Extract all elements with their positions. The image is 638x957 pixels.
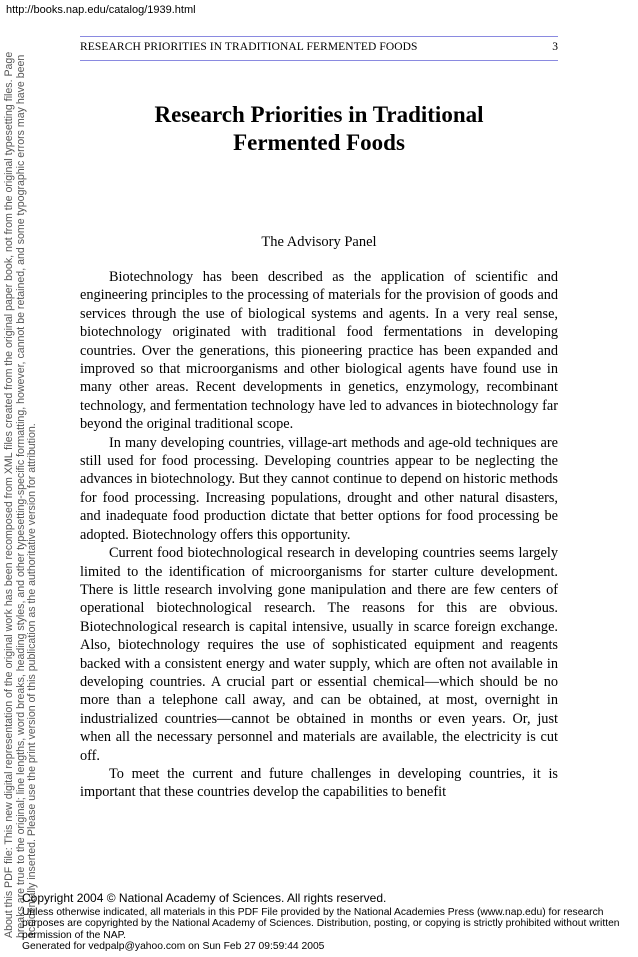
chapter-title-line-2: Fermented Foods: [233, 130, 405, 155]
paragraph: Biotechnology has been described as the application of scientific and engineering principles to the processing of materials for the provision of goods and services through the use of biological systems and agents. In a very real sense, biotechnology originated with traditional food fermentations in developing countries. Over the generations, this pioneering practice has been expanded and improved so that microorganisms and other biological agents have found use in many other areas. Recent developments in genetics, enzymology, recombinant technology, and fermentation technology have led to advances in biotechnology far beyond the original traditional scope.: [80, 269, 558, 433]
usage-terms: Unless otherwise indicated, all materials in this PDF File provided by the National Academies Press (www.nap.edu) for research purposes are copyrighted by the National Academy of Sciences. Distribution, posting, or copying is strictly prohibited without written permission of the NAP.: [22, 907, 620, 941]
body-text: [80, 268, 558, 802]
chapter-title-line-1: Research Priorities in Traditional: [154, 102, 484, 127]
chapter-title: [80, 101, 558, 157]
header-rule-top: [80, 36, 558, 37]
pdf-disclaimer-vertical: About this PDF file: This new digital representation of the original work has been recomposed from XML files created from the original paper book, not from the original typesetting files. Page breaks are true to the original; line lengths, word breaks, heading styles, and other typesetting-specific formatting, however, cannot be retained, and some typographic errors may have been accidentally inserted. Please use the print version of this publication as the authoritative version for attribution.: [3, 51, 39, 938]
running-head: RESEARCH PRIORITIES IN TRADITIONAL FERMENTED FOODS: [80, 41, 418, 53]
page-footer: [22, 891, 622, 953]
paragraph: To meet the current and future challenges in developing countries, it is important that these countries develop the capabilities to benefit: [80, 765, 558, 801]
copyright-notice: Copyright 2004 © National Academy of Sciences. All rights reserved.: [22, 891, 387, 905]
page-number: 3: [552, 41, 558, 53]
generated-note: Generated for vedpalp@yahoo.com on Sun Feb 27 09:59:44 2005: [22, 941, 325, 953]
source-url[interactable]: http://books.nap.edu/catalog/1939.html: [6, 4, 196, 16]
paragraph: Current food biotechnological research in developing countries seems largely limited to the identification of microorganisms for starter culture development. There is little research involving gone manipulation and there are few centers of operational biotechnological research. The reasons for this are obvious. Biotechnological research is capital intensive, usually in scarce foreign exchange. Also, biotechnology requires the use of sophisticated equipment and reagents backed with a consistent energy and water supply, which are often not available in developing countries. A crucial part or essential chemical—which should be no more than a telephone call away, and can be obtained, at most, overnight in industrialized countries—cannot be obtained in months or even years. Or, just when all the necessary personnel and materials are available, the electricity is cut off.: [80, 545, 558, 764]
paragraph: In many developing countries, village-art methods and age-old techniques are still used for food processing. Developing countries appear to be neglecting the advances in biotechnology. But they cannot continue to depend on historic methods for food processing. Increasing populations, drought and other natural disasters, and inadequate food production dictate that better options for food processing be adopted. Biotechnology offers this opportunity.: [80, 434, 558, 543]
author-line: The Advisory Panel: [261, 234, 377, 250]
header-rule-bottom: [80, 60, 558, 61]
